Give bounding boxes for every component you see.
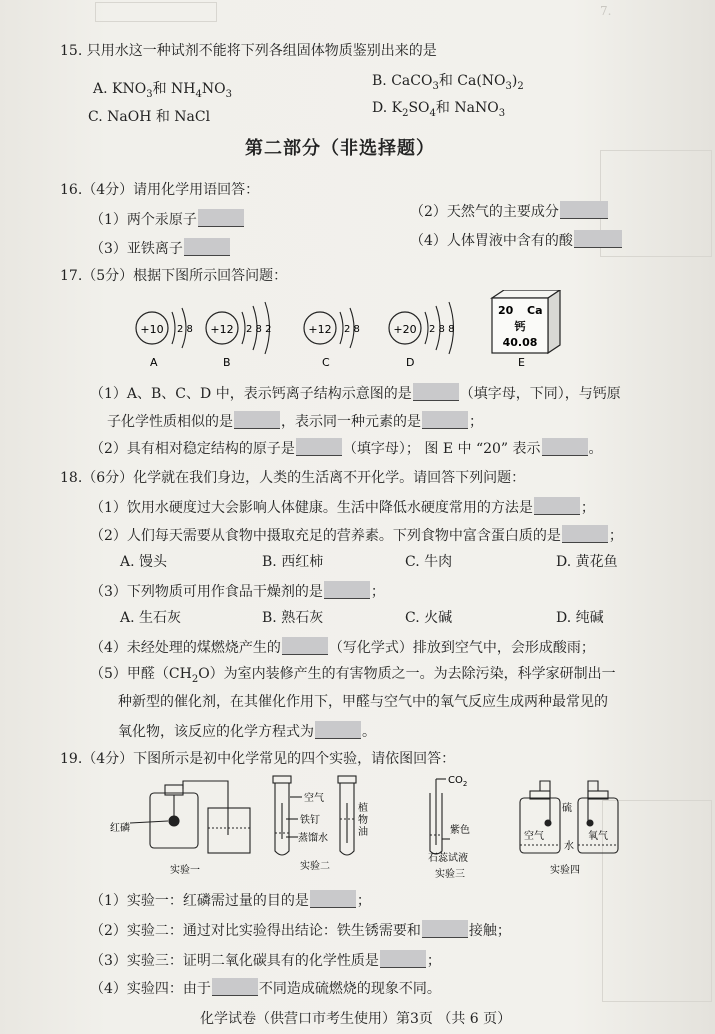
answer-blank[interactable] xyxy=(574,230,622,248)
atom-b xyxy=(206,302,271,369)
bleed-through-box xyxy=(95,2,217,22)
q18-part-5-line-2: 种新型的催化剂，在其催化作用下，甲醛与空气中的氧气反应生成两种最常见的 xyxy=(118,694,608,710)
label-co2: $CO_2$ xyxy=(448,775,468,788)
answer-blank[interactable] xyxy=(315,721,361,739)
q17-part-2: （2）具有相对稳定结构的原子是 （填字母）； 图 E 中 “20” 表示 。 xyxy=(90,438,603,458)
answer-blank[interactable] xyxy=(282,637,328,655)
q18-part-2-option-c: C. 牛肉 xyxy=(405,554,453,570)
four-experiments-diagram xyxy=(110,773,630,881)
atom-d-nucleus: +20 xyxy=(393,323,417,336)
label-sulfur: 硫 xyxy=(562,803,572,814)
q18-stem: 18.（6分）化学就在我们身边，人类的生活离不开化学。请回答下列问题： xyxy=(60,470,526,486)
q19-part-4: （4）实验四：由于 不同造成硫燃烧的现象不同。 xyxy=(90,978,441,998)
label-oil-2: 物 xyxy=(358,815,368,826)
q19-stem: 19.（4分）下图所示是初中化学常见的四个实验，请依图回答： xyxy=(60,751,456,767)
atom-a-shells: 2 8 xyxy=(177,324,193,335)
atom-b-label: B xyxy=(223,356,231,369)
q15-option-c: C. NaOH 和 NaCl xyxy=(88,109,211,125)
q18-part-5-line-1: （5）甲醛$(CH_2O)$为室内装修产生的有害物质之一。为去除污染，科学家研制出一 xyxy=(90,666,616,685)
label-experiment-4: 实验四 xyxy=(550,865,580,876)
answer-blank[interactable] xyxy=(296,438,342,456)
label-distilled-water: 蒸馏水 xyxy=(298,833,328,844)
answer-blank[interactable] xyxy=(413,383,459,401)
answer-blank[interactable] xyxy=(534,497,580,515)
answer-blank[interactable] xyxy=(324,581,370,599)
answer-blank[interactable] xyxy=(198,209,244,227)
q18-part-3: （3）下列物质可用作食品干燥剂的是 ； xyxy=(90,581,385,601)
experiment-3-apparatus xyxy=(430,779,450,854)
q19-part-1: （1）实验一：红磷需过量的目的是 ； xyxy=(90,890,371,910)
label-oil-1: 植 xyxy=(358,803,368,814)
q18-part-3-option-a: A. 生石灰 xyxy=(120,610,182,626)
q18-part-1: （1）饮用水硬度过大会影响人体健康。生活中降低水硬度常用的方法是 ； xyxy=(90,497,595,517)
answer-blank[interactable] xyxy=(234,411,280,429)
q15-option-d: D. $K_2SO_4$和 NaNO$_3$ xyxy=(372,100,506,119)
atom-a-label: A xyxy=(150,356,158,369)
answer-blank[interactable] xyxy=(212,978,258,996)
atom-c-label: C xyxy=(322,356,330,369)
cube-name: 钙 xyxy=(514,320,526,333)
element-cube-e xyxy=(492,290,560,369)
page-footer: 化学试卷（供营口市考生使用）第3页 （共 6 页） xyxy=(200,1011,512,1027)
q15-stem: 15. 只用水这一种试剂不能将下列各组固体物质鉴别出来的是 xyxy=(60,43,437,59)
answer-blank[interactable] xyxy=(560,201,608,219)
q16-part-1: （1）两个汞原子 xyxy=(90,209,245,229)
answer-blank[interactable] xyxy=(380,950,426,968)
atom-b-shells: 2 8 2 xyxy=(246,324,272,335)
q19-part-3: （3）实验三：证明二氧化碳具有的化学性质是 ； xyxy=(90,950,441,970)
q18-part-2: （2）人们每天需要从食物中摄取充足的营养素。下列食物中富含蛋白质的是 ； xyxy=(90,525,623,545)
label-oil-3: 油 xyxy=(358,827,368,838)
label-experiment-2: 实验二 xyxy=(300,861,330,872)
q16-part-4: （4）人体胃液中含有的酸 xyxy=(410,230,623,250)
atom-c xyxy=(304,308,360,369)
label-oxygen: 氧气 xyxy=(588,831,608,842)
atom-structure-diagrams xyxy=(120,290,580,370)
atom-a-nucleus: +10 xyxy=(140,323,164,336)
q18-part-2-option-b: B. 西红柿 xyxy=(262,554,324,570)
answer-blank[interactable] xyxy=(422,411,468,429)
atom-c-shells: 2 8 xyxy=(344,324,360,335)
q16-part-3: （3）亚铁离子 xyxy=(90,238,231,258)
section-title: 第二部分（非选择题） xyxy=(245,138,435,159)
q19-part-2: （2）实验二：通过对比实验得出结论：铁生锈需要和 接触； xyxy=(90,920,511,940)
q18-part-2-option-a: A. 馒头 xyxy=(120,554,168,570)
atom-c-nucleus: +12 xyxy=(308,323,332,336)
answer-blank[interactable] xyxy=(542,438,588,456)
q16-stem: 16.（4分）请用化学用语回答： xyxy=(60,182,260,198)
cube-mass: 40.08 xyxy=(502,336,538,349)
atom-d-shells: 2 8 8 xyxy=(429,324,455,335)
q18-part-3-option-d: D. 纯碱 xyxy=(556,610,604,626)
q18-part-5-line-3: 氧化物，该反应的化学方程式为 。 xyxy=(118,721,376,741)
atom-d-label: D xyxy=(406,356,415,369)
label-air: 空气 xyxy=(304,793,324,804)
label-experiment-1: 实验一 xyxy=(170,865,200,876)
q16-part-2: （2）天然气的主要成分 xyxy=(410,201,609,221)
q17-part-1-line-2: 子化学性质相似的是 ，表示同一种元素的是 ； xyxy=(107,411,483,431)
q18-part-4: （4）未经处理的煤燃烧产生的 （写化学式）排放到空气中，会形成酸雨； xyxy=(90,637,595,657)
label-air-4: 空气 xyxy=(524,831,544,842)
q18-part-3-option-b: B. 熟石灰 xyxy=(262,610,324,626)
atom-b-nucleus: +12 xyxy=(210,323,234,336)
experiment-1-apparatus xyxy=(130,781,250,853)
label-experiment-3: 实验三 xyxy=(435,869,465,880)
label-litmus: 石蕊试液 xyxy=(428,853,468,864)
label-purple: 紫色 xyxy=(450,825,470,836)
label-water-4: 水 xyxy=(564,841,574,852)
answer-blank[interactable] xyxy=(184,238,230,256)
q15-option-b: B. CaCO$_3$和 $Ca(NO_3)_2$ xyxy=(372,73,524,92)
bleed-through-text: 7. xyxy=(600,4,612,18)
answer-blank[interactable] xyxy=(310,890,356,908)
answer-blank[interactable] xyxy=(422,920,468,938)
cube-atomic-number: 20 xyxy=(498,304,514,317)
cube-symbol: Ca xyxy=(527,304,543,317)
label-red-phosphorus: 红磷 xyxy=(110,823,130,834)
cube-label: E xyxy=(518,356,525,369)
answer-blank[interactable] xyxy=(562,525,608,543)
q15-option-a: A. $KNO_3$和 $NH_4NO_3$ xyxy=(93,81,232,100)
atom-d xyxy=(389,302,454,369)
q17-part-1-line-1: （1）A、B、C、D 中，表示钙离子结构示意图的是 （填字母，下同），与钙原 xyxy=(90,383,621,403)
atom-a xyxy=(136,308,193,369)
q18-part-3-option-c: C. 火碱 xyxy=(405,610,453,626)
label-iron-nail: 铁钉 xyxy=(300,815,320,826)
q18-part-2-option-d: D. 黄花鱼 xyxy=(556,554,618,570)
q17-stem: 17.（5分）根据下图所示回答问题： xyxy=(60,268,288,284)
